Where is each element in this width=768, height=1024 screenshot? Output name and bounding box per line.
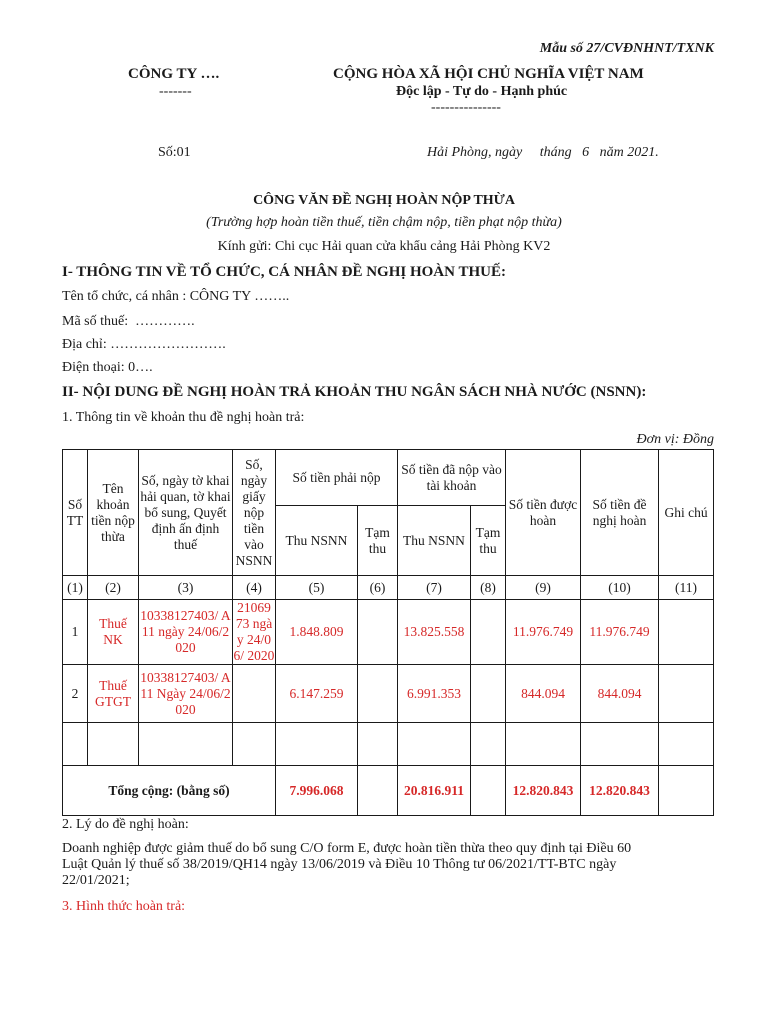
motto: Độc lập - Tự do - Hạnh phúc — [396, 84, 568, 99]
total-payable-tam — [358, 766, 398, 816]
total-paid-nsnn: 20.816.911 — [398, 766, 471, 816]
row-receipt: 21069 73 ngày 24/06/ 2020 — [233, 600, 275, 663]
header-paid: Số tiền đã nộp vào tài khoản — [398, 450, 506, 506]
refund-method-heading: 3. Hình thức hoàn trả: — [62, 899, 186, 914]
empty-cell — [506, 723, 581, 766]
row-paid-tam — [471, 665, 506, 723]
total-requested: 12.820.843 — [581, 766, 659, 816]
empty-cell — [233, 723, 276, 766]
row-requested: 844.094 — [581, 665, 659, 723]
empty-cell — [581, 723, 659, 766]
col-number: (6) — [358, 576, 398, 600]
nation-title: CỘNG HÒA XÃ HỘI CHỦ NGHĨA VIỆT NAM — [333, 66, 644, 82]
col-number: (11) — [659, 576, 714, 600]
section-2-item-1: 1. Thông tin về khoản thu đề nghị hoàn trả: — [62, 410, 305, 425]
row-name: Thuế GTGT — [88, 665, 139, 723]
row-declaration: 10338127403/ A11 Ngày 24/06/2020 — [139, 665, 233, 723]
recipient: Kính gửi: Chi cục Hải quan cửa khẩu cảng Hải Phòng KV2 — [217, 239, 551, 254]
row-name: Thuế NK — [88, 600, 139, 665]
org-name-line: Tên tổ chức, cá nhân : CÔNG TY …….. — [62, 289, 290, 304]
row-paid-nsnn: 13.825.558 — [398, 600, 471, 665]
motto-divider: --------------- — [431, 100, 501, 115]
col-number: (10) — [581, 576, 659, 600]
table-row — [63, 665, 714, 723]
col-number: (8) — [471, 576, 506, 600]
refund-table — [62, 449, 714, 816]
row-declaration: 10338127403/ A11 ngày 24/06/2020 — [139, 600, 233, 665]
header-tam-thu-1: Tạm thu — [358, 506, 398, 576]
row-payable-nsnn: 6.147.259 — [276, 665, 358, 723]
document-subtitle: (Trường hợp hoàn tiền thuế, tiền chậm nộp, tiền phạt nộp thừa) — [206, 215, 562, 230]
empty-cell — [139, 723, 233, 766]
row-note — [659, 600, 714, 665]
total-row — [63, 766, 714, 816]
row-refundable: 844.094 — [506, 665, 581, 723]
header-receipt: Số, ngày giấy nộp tiền vào NSNN — [233, 450, 276, 576]
section-1-heading: I- THÔNG TIN VỀ TỔ CHỨC, CÁ NHÂN ĐỀ NGHỊ HOÀN THUẾ: — [62, 264, 506, 280]
row-stt: 2 — [63, 665, 88, 723]
total-label: Tổng cộng: (bằng số) — [63, 766, 276, 816]
header-thu-nsnn-1: Thu NSNN — [276, 506, 358, 576]
header-name: Tên khoản tiền nộp thừa — [88, 450, 139, 576]
empty-cell — [398, 723, 471, 766]
col-number: (1) — [63, 576, 88, 600]
empty-cell — [659, 723, 714, 766]
total-note — [659, 766, 714, 816]
header-declaration: Số, ngày tờ khai hải quan, tờ khai bổ sung, Quyết định ấn định thuế — [139, 450, 233, 576]
reason-heading: 2. Lý do đề nghị hoàn: — [62, 817, 189, 832]
header-thu-nsnn-2: Thu NSNN — [398, 506, 471, 576]
document-title: CÔNG VĂN ĐỀ NGHỊ HOÀN NỘP THỪA — [253, 193, 515, 208]
unit-label: Đơn vị: Đồng — [636, 432, 714, 447]
header-payable: Số tiền phải nộp — [276, 450, 398, 506]
reason-line-2: Luật Quản lý thuế số 38/2019/QH14 ngày 13/06/2019 và Điều 10 Thông tư 06/2021/TT-BTC ngày — [62, 857, 617, 872]
section-2-heading: II- NỘI DUNG ĐỀ NGHỊ HOÀN TRẢ KHOẢN THU NGÂN SÁCH NHÀ NƯỚC (NSNN): — [62, 384, 647, 400]
empty-cell — [276, 723, 358, 766]
reason-line-1: Doanh nghiệp được giảm thuế do bổ sung C/O form E, được hoàn tiền thừa theo quy định tại Điều 60 — [62, 841, 632, 856]
company-name: CÔNG TY …. — [128, 66, 220, 82]
row-payable-tam — [358, 600, 398, 665]
col-number: (2) — [88, 576, 139, 600]
column-number-row — [63, 576, 714, 600]
empty-cell — [471, 723, 506, 766]
header-stt: Số TT — [63, 450, 88, 576]
place-date: Hải Phòng, ngày tháng 6 năm 2021. — [427, 145, 659, 160]
table-row — [63, 600, 714, 665]
header-note: Ghi chú — [659, 450, 714, 576]
total-refundable: 12.820.843 — [506, 766, 581, 816]
document-number: Số:01 — [158, 145, 191, 160]
row-paid-tam — [471, 600, 506, 665]
company-divider: ------- — [159, 84, 192, 99]
address-line: Địa chỉ: ……………………. — [62, 337, 226, 352]
row-receipt — [233, 665, 276, 723]
col-number: (9) — [506, 576, 581, 600]
empty-row — [63, 723, 714, 766]
row-requested: 11.976.749 — [581, 600, 659, 665]
empty-cell — [63, 723, 88, 766]
phone-line: Điện thoại: 0…. — [62, 360, 153, 375]
col-number: (3) — [139, 576, 233, 600]
col-number: (7) — [398, 576, 471, 600]
total-paid-tam — [471, 766, 506, 816]
header-refundable: Số tiền được hoàn — [506, 450, 581, 576]
header-requested: Số tiền đề nghị hoàn — [581, 450, 659, 576]
row-paid-nsnn: 6.991.353 — [398, 665, 471, 723]
header-tam-thu-2: Tạm thu — [471, 506, 506, 576]
reason-line-3: 22/01/2021; — [62, 873, 130, 888]
empty-cell — [358, 723, 398, 766]
row-payable-nsnn: 1.848.809 — [276, 600, 358, 665]
col-number: (5) — [276, 576, 358, 600]
row-stt: 1 — [63, 600, 88, 665]
tax-code-line: Mã số thuế: …………. — [62, 314, 195, 329]
row-payable-tam — [358, 665, 398, 723]
col-number: (4) — [233, 576, 276, 600]
form-number: Mẫu số 27/CVĐNHNT/TXNK — [539, 41, 714, 56]
row-refundable: 11.976.749 — [506, 600, 581, 665]
total-payable-nsnn: 7.996.068 — [276, 766, 358, 816]
empty-cell — [88, 723, 139, 766]
row-note — [659, 665, 714, 723]
